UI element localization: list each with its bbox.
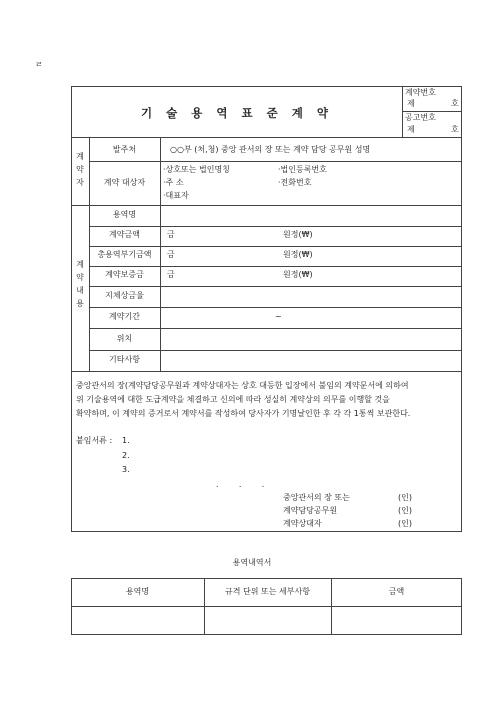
total-amount-suffix: 원정(₩) bbox=[283, 250, 313, 259]
contract-period-tilde: ~ bbox=[275, 312, 282, 321]
contract-amount-prefix: 금 bbox=[167, 230, 175, 239]
party-side-label bbox=[75, 150, 85, 189]
address-field: ·주 소 bbox=[163, 178, 184, 187]
deposit-suffix: 원정(₩) bbox=[283, 270, 313, 279]
representative-field: ·대표자 bbox=[163, 191, 189, 200]
agreement-line-2: 위 기술용역에 대한 도급계약을 체결하고 신의에 따라 성실히 계약상의 의무를 이행할 것을 bbox=[76, 395, 390, 404]
signer-2-role: 계약담당공무원 bbox=[283, 506, 338, 515]
page-marker: ㄹ bbox=[35, 60, 43, 69]
location-label: 위치 bbox=[116, 334, 133, 343]
deposit-prefix: 금 bbox=[167, 270, 175, 279]
content-side-char-4: 용 bbox=[76, 299, 84, 308]
breakdown-title: 용역내역서 bbox=[232, 558, 272, 567]
deposit-label: 계약보증금 bbox=[105, 270, 144, 279]
notice-no-suffix: 호 bbox=[451, 125, 459, 134]
delay-rate-label: 지체상금율 bbox=[105, 291, 144, 300]
attachments-label: 붙임서류 : bbox=[76, 436, 113, 445]
attachment-2: 2. bbox=[122, 451, 130, 460]
attachment-1: 1. bbox=[122, 436, 130, 445]
content-side-char-2: 약 bbox=[76, 273, 84, 282]
signer-3-seal: (인) bbox=[398, 519, 412, 528]
col-service-name: 용역명 bbox=[125, 587, 150, 596]
orderer-value: ○○부 (처,청) 중앙 관서의 장 또는 계약 담당 공무원 성명 bbox=[170, 145, 371, 154]
reg-no-field: ·법인등록번호 bbox=[278, 165, 327, 174]
col-amount: 금액 bbox=[388, 587, 405, 596]
contract-amount-label: 계약금액 bbox=[109, 230, 140, 239]
contract-no-suffix: 호 bbox=[451, 99, 459, 108]
agreement-line-3: 확약하며, 이 계약의 증거로서 계약서를 작성하여 당사자가 기명날인한 후 각 각 1통씩 보관한다. bbox=[76, 409, 411, 418]
contract-amount-suffix: 원정(₩) bbox=[283, 230, 313, 239]
orderer-label: 발주처 bbox=[112, 145, 137, 154]
notice-no-prefix: 제 bbox=[407, 125, 415, 134]
notice-no-label: 공고번호 bbox=[405, 113, 436, 122]
content-side-char-3: 내 bbox=[76, 286, 84, 295]
content-side-char-1: 계 bbox=[76, 260, 84, 269]
date-line: . . . bbox=[216, 480, 265, 489]
attachment-3: 3. bbox=[122, 465, 130, 474]
content-side-label bbox=[75, 258, 85, 310]
signer-1-seal: (인) bbox=[398, 493, 412, 502]
signer-3-role: 계약상대자 bbox=[283, 519, 322, 528]
counterpart-label: 계약 대상자 bbox=[103, 178, 146, 187]
other-terms-label: 기타사항 bbox=[109, 355, 140, 364]
service-name-label: 용역명 bbox=[112, 210, 137, 219]
contract-no-label: 계약번호 bbox=[405, 88, 436, 97]
party-side-char-3: 자 bbox=[76, 178, 84, 187]
total-amount-label: 총용역부기금액 bbox=[97, 250, 152, 259]
signer-1-role: 중앙관서의 장 또는 bbox=[283, 493, 350, 502]
contract-no-prefix: 제 bbox=[407, 99, 415, 108]
signer-2-seal: (인) bbox=[398, 506, 412, 515]
contract-period-label: 계약기간 bbox=[109, 312, 140, 321]
form-title: 기 술 용 역 표 준 계 약 bbox=[141, 106, 333, 120]
phone-field: ·전화번호 bbox=[278, 178, 312, 187]
col-spec-unit: 규격 단위 또는 세부사항 bbox=[225, 587, 310, 596]
party-side-char-2: 약 bbox=[76, 165, 84, 174]
total-amount-prefix: 금 bbox=[167, 250, 175, 259]
company-name-field: ·상호또는 법인명칭 bbox=[163, 165, 230, 174]
party-side-char-1: 계 bbox=[76, 152, 84, 161]
agreement-line-1: 중앙관서의 장(계약담당공무원과 계약상대자는 상호 대등한 입장에서 불임의 계약문서에 의하여 bbox=[76, 381, 409, 390]
